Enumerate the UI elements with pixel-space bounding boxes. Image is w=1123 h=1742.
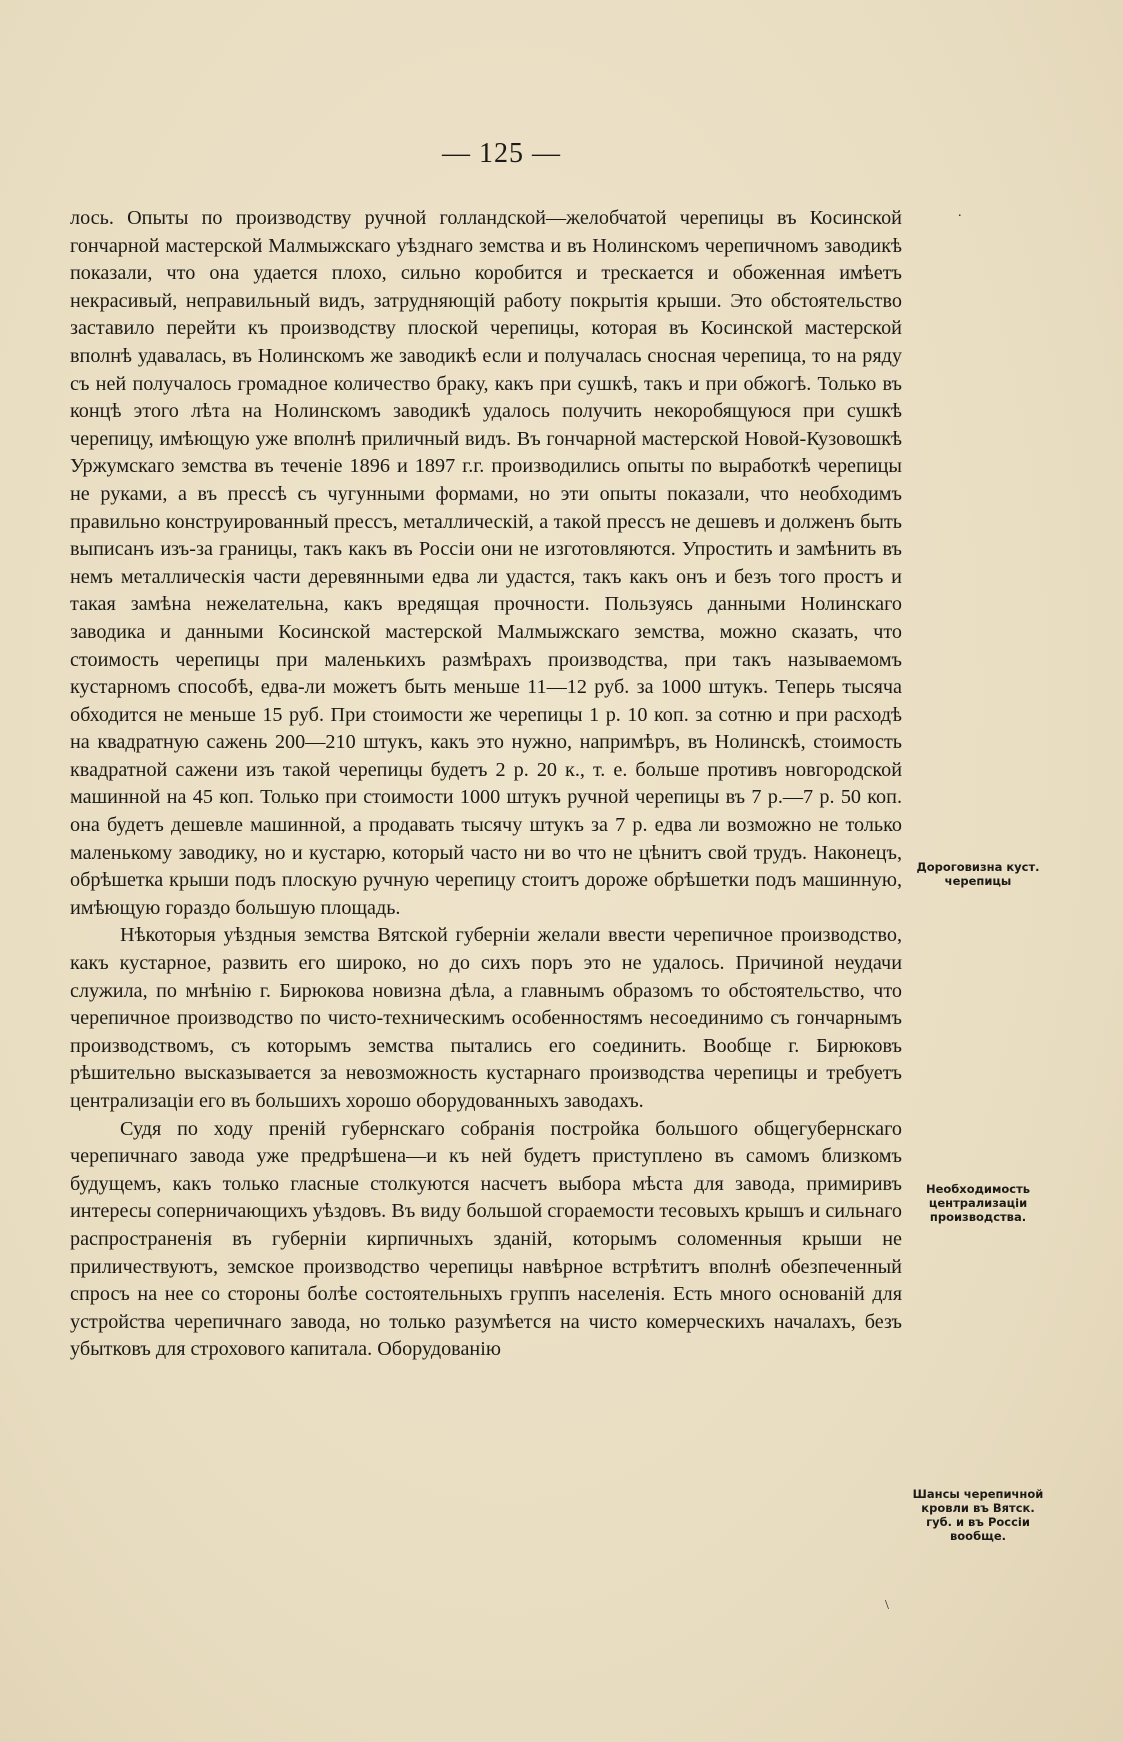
margin-mark: . [958,205,962,220]
margin-mark: \ [885,1598,889,1613]
margin-note-prospects: Шансы черепичной кровли въ Вятск. губ. и въ Россіи вообще. [912,1487,1044,1543]
paragraph-2: Нѣкоторыя уѣздныя земства Вятской губерніи желали ввести черепичное производство, какъ кустарное, развить его широко, но до сихъ поръ это не удалось. Причиной неудачи служила, по мнѣнію г. Бирюкова новизна дѣла, а главнымъ образомъ то обстоятельство, что черепичное производство по чисто-техническимъ особенностямъ несоединимо съ гончарнымъ производствомъ, съ которымъ земства пытались его соединить. Вообще г. Бирюковъ рѣшительно высказывается за невозможность кустарнаго производства черепицы и требуетъ централизаціи его въ большихъ хорошо оборудованныхъ заводахъ. [70,924,902,1112]
body-text [70,205,902,1364]
margin-note-cost: Дороговизна куст. черепицы [916,860,1040,888]
paragraph-3: Судя по ходу преній губернскаго собранія постройка большого общегубернскаго черепичнаго завода уже предрѣшена—и къ ней будетъ приступлено въ самомъ близкомъ будущемъ, какъ только гласные столкуются насчетъ выбора мѣста для завода, примиривъ интересы соперничающихъ уѣздовъ. Въ виду большой сгораемости тесовыхъ крышъ и сильнаго распространенія въ губерніи кирпичныхъ зданій, которымъ соломенныя крыши не приличествуютъ, земское производство черепицы навѣрное встрѣтитъ вполнѣ обезпеченный спросъ на нее со стороны болѣе состоятельныхъ группъ населенія. Есть много основаній для устройства черепичнаго завода, но только разумѣется на чисто комерческихъ началахъ, безъ убытковъ для строхового капитала. Оборудованію [70,1117,902,1361]
paragraph-1: лось. Опыты по производству ручной голландской—желобчатой черепицы въ Косинской гончарной мастерской Малмыжскаго уѣзднаго земства и въ Нолинскомъ черепичномъ заводикѣ показали, что она удается плохо, сильно коробится и трескается и обоженная имѣетъ некрасивый, неправильный видъ, затрудняющій работу покрытія крыши. Это обстоятельство заставило перейти къ производству плоской черепицы, которая въ Косинской мастерской вполнѣ удавалась, въ Нолинскомъ же заводикѣ если и получалась сносная черепица, то на ряду съ ней получалось громадное количество браку, какъ при сушкѣ, такъ и при обжогѣ. Только въ концѣ этого лѣта на Нолинскомъ заводикѣ удалось получить некоробящуюся при сушкѣ черепицу, имѣющую уже вполнѣ приличный видъ. Въ гончарной мастерской Новой-Кузовошкѣ Уржумскаго земства въ теченіе 1896 и 1897 г.г. производились опыты по выработкѣ черепицы не руками, а въ прессѣ съ чугунными формами, но эти опыты показали, что необходимъ правильно конструированный прессъ, металлическій, а такой прессъ не дешевъ и долженъ быть выписанъ изъ-за границы, такъ какъ въ Россіи они не изготовляются. Упростить и замѣнить въ немъ металлическія части деревянными едва ли удастся, такъ какъ онъ и безъ того простъ и такая замѣна нежелательна, какъ вредящая прочности. Пользуясь данными Нолинскаго заводика и данными Косинской мастерской Малмыжскаго земства, можно сказать, что стоимость черепицы при маленькихъ размѣрахъ производства, при такъ называемомъ кустарномъ способѣ, едва-ли можетъ быть меньше 11—12 руб. за 1000 штукъ. Теперь тысяча обходится не меньше 15 руб. При стоимости же черепицы 1 р. 10 коп. за сотню и при расходѣ на квадратную сажень 200—210 штукъ, какъ это нужно, напримѣръ, въ Нолинскѣ, стоимость квадратной сажени изъ такой черепицы будетъ 2 р. 20 к., т. е. больше противъ новгородской машинной на 45 коп. Только при стоимости 1000 штукъ ручной черепицы въ 7 р.—7 р. 50 коп. она будетъ дешевле машинной, а продавать тысячу штукъ за 7 р. едва ли возможно не только маленькому заводику, но и кустарю, который часто ни во что не цѣнитъ свой трудъ. Наконецъ, обрѣшетка крыши подъ плоскую ручную черепицу стоитъ дороже обрѣшетки подъ машинную, имѣющую гораздо большую площадь. [70,207,902,919]
page-number: — 125 — [442,138,561,169]
margin-note-centralization: Необходимость централизаціи производства. [925,1182,1031,1224]
